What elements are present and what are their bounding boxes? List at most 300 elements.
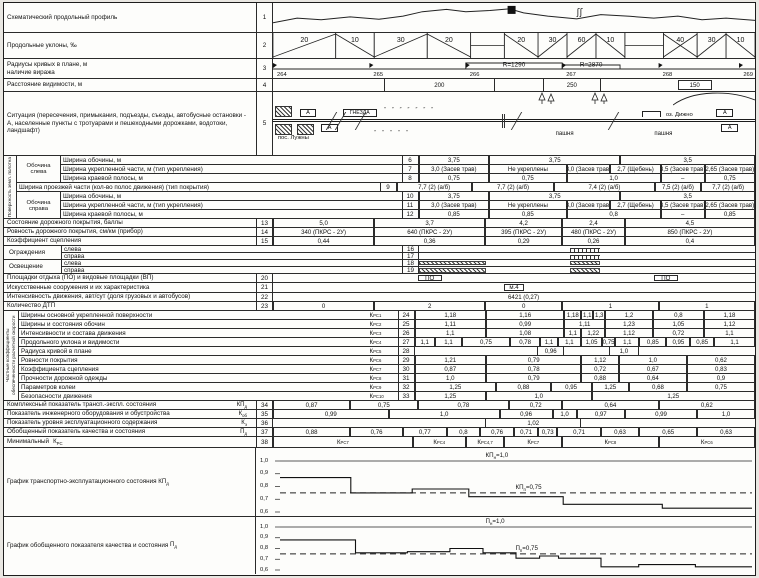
row-data — [273, 401, 755, 409]
graph-code: $П_д$ — [170, 541, 177, 550]
data-cell: 0,88 — [273, 428, 350, 436]
row-number: 18 — [402, 260, 419, 266]
data-cell: 1,1 — [415, 329, 487, 337]
data-cell: 0,78 — [418, 401, 510, 409]
row-label: Искусственные сооружения и их характеристика — [7, 283, 150, 291]
row-data — [415, 311, 756, 319]
data-cell: 1 — [562, 302, 658, 310]
data-cell: 1,12 — [581, 356, 618, 364]
row-data — [419, 267, 755, 274]
svg-text:10: 10 — [606, 37, 615, 44]
data-cell: 1,25 — [592, 383, 629, 391]
row-coefficient — [19, 365, 755, 374]
row-number: 29 — [398, 356, 415, 364]
data-cell: – — [661, 174, 705, 183]
row-friction-coefficient — [4, 237, 755, 246]
row-number: 27 — [398, 338, 415, 346]
data-cell: 640 (ПКРС - 2У) — [374, 228, 485, 236]
row-pd-graph — [4, 517, 755, 574]
svg-text:30: 30 — [396, 37, 405, 44]
row-number: 24 — [398, 311, 415, 319]
row-label: слева — [64, 245, 82, 253]
guardrails-group-label: Ограждения — [4, 246, 62, 259]
lighting-group-label: Освещение — [4, 260, 62, 273]
data-cell: 1,1 — [714, 338, 755, 346]
slopes-chart — [273, 33, 755, 58]
svg-text:10: 10 — [736, 37, 745, 44]
svg-text:R=2870: R=2870 — [579, 61, 603, 69]
row-pavement-condition — [4, 219, 755, 228]
row-coefficient — [19, 311, 755, 320]
row-number: 13 — [256, 219, 273, 227]
building-hatch — [275, 124, 292, 135]
row-code: $К_{РС}$ — [53, 437, 63, 447]
row-minimal-krc — [4, 437, 755, 448]
row-label: справа — [64, 267, 85, 274]
radii-label-line2: наличие виража — [7, 68, 55, 76]
data-cell: м.4 — [504, 284, 523, 291]
data-cell: 1,0 — [697, 410, 755, 418]
row-number: 26 — [398, 329, 415, 337]
data-cell: 3,75 — [419, 192, 490, 200]
arable-land-label: пашня — [654, 131, 673, 137]
row-structures — [4, 283, 755, 293]
row-coefficient — [19, 392, 755, 401]
data-cell: 1,0 — [415, 374, 487, 382]
trees-icon — [538, 92, 558, 105]
row-label: Ширина обочины, м — [63, 156, 122, 164]
svg-text:268: 268 — [662, 72, 673, 78]
data-cell: 1,0 — [389, 410, 500, 418]
building-hatch — [297, 124, 314, 135]
data-cell: К РС4,7 — [466, 437, 505, 447]
row-number: 31 — [398, 374, 415, 382]
pd-graph — [256, 517, 755, 574]
data-cell: 480 (ПКРС - 2У) — [562, 228, 625, 236]
data-cell: 0,71 — [514, 428, 538, 436]
data-cell: 0,75 — [602, 338, 615, 346]
data-cell: 1,3 — [594, 311, 604, 319]
data-cell: 0,96 — [537, 347, 564, 355]
row-label: Продольные уклоны, ‰ — [7, 41, 77, 49]
data-cell: 395 (ПКРС - 2У) — [485, 228, 562, 236]
data-cell: 1,23 — [605, 320, 653, 328]
data-cell: 3,5 (Засев трав) — [659, 201, 706, 209]
data-cell: 1,12 — [704, 320, 755, 328]
row-coefficient — [19, 383, 755, 392]
row-label: Прочности дорожной одежды — [21, 374, 108, 382]
svg-text:20: 20 — [517, 37, 526, 44]
data-cell: 0,95 — [666, 338, 690, 346]
row-label: Интенсивности и состава движения — [21, 329, 126, 337]
graph-label: График обобщенного показателя качества и состояния — [7, 541, 169, 549]
row-data — [415, 329, 756, 337]
row-rest-areas — [4, 274, 755, 283]
row-traffic-intensity — [4, 293, 755, 302]
row-radii — [4, 59, 755, 79]
data-cell: 250 — [543, 79, 601, 91]
speed-coefficients-group — [4, 311, 755, 401]
data-cell: 2,4 — [562, 219, 625, 227]
row-complex-indicator — [4, 401, 755, 410]
data-cell: 0,36 — [374, 237, 485, 245]
row-label: Минимальный — [7, 438, 50, 446]
data-cell: – — [661, 210, 705, 219]
svg-text:264: 264 — [277, 72, 287, 78]
row-label: Ширины основной укрепленной поверхности — [21, 311, 153, 319]
row-code: К РС1 — [369, 311, 382, 319]
svg-text:267: 267 — [566, 72, 576, 78]
row-number: 17 — [402, 253, 419, 260]
row-shoulder-width-left — [61, 156, 755, 165]
y-axis-tick: 0,7 — [260, 495, 269, 502]
row-coefficient — [19, 356, 755, 365]
place-name-label: пос. Лужны — [277, 135, 309, 141]
svg-text:20: 20 — [300, 37, 309, 44]
data-cell: 0,75 — [489, 174, 566, 183]
data-cell: 1,16 — [486, 311, 564, 319]
row-number: 19 — [402, 267, 419, 274]
data-cell: 0,88 — [581, 374, 618, 382]
data-cell: 0,95 — [551, 383, 592, 391]
y-axis-tick: 0,9 — [260, 534, 269, 541]
row-code: К РС7 — [369, 365, 382, 373]
row-code: К РС9 — [369, 383, 382, 391]
data-cell: 1,1 — [435, 338, 462, 346]
group-label-vertical — [4, 156, 17, 218]
group-label-vertical — [4, 311, 19, 400]
data-cell: 1,0 — [619, 356, 687, 364]
row-label: Площадки отдыха (ПО) и видовые площадки (ВП) — [7, 274, 154, 282]
data-cell: 1,25 — [415, 383, 497, 391]
data-cell: 0,72 — [509, 401, 562, 409]
data-cell: 0,87 — [415, 365, 487, 373]
svg-text:269: 269 — [743, 72, 753, 78]
data-cell: 0,97 — [577, 410, 625, 418]
row-code: К РС2 — [369, 320, 382, 328]
data-cell: 0,99 — [486, 320, 564, 328]
data-cell: 0,68 — [629, 383, 687, 391]
data-cell: 0,26 — [562, 237, 625, 245]
row-data — [419, 201, 756, 209]
row-shoulder-width-right — [61, 192, 755, 201]
row-data — [273, 283, 755, 292]
row-quality-indicator — [4, 428, 755, 437]
row-data — [273, 302, 755, 310]
data-cell: 0 — [485, 302, 562, 310]
row-data — [273, 410, 755, 418]
row-number: 16 — [402, 246, 419, 252]
data-cell: 4,5 — [625, 219, 755, 227]
row-data — [419, 246, 755, 252]
row-number: 30 — [398, 365, 415, 373]
row-number: 28 — [398, 347, 415, 355]
data-cell: 0,75 — [419, 174, 490, 183]
row-code: К РС8 — [369, 374, 382, 382]
data-cell: 7,7 (2) (а/б) — [701, 183, 755, 191]
row-label: Ширина краевой полосы, м — [63, 211, 143, 218]
arable-land-label: пашня — [555, 131, 574, 137]
row-accidents — [4, 302, 755, 311]
data-cell: 0,8 — [447, 428, 481, 436]
row-code: К РС4 — [369, 338, 382, 346]
svg-text:20: 20 — [445, 37, 453, 44]
building-hatch — [275, 106, 292, 117]
data-cell: 0,29 — [485, 237, 562, 245]
radii-line — [273, 59, 755, 78]
row-number: 38 — [256, 437, 273, 447]
row-number: 35 — [256, 410, 273, 418]
row-label: Ширина проезжей части (кол-во полос движения) (тип покрытия) — [19, 183, 210, 191]
data-cell: 0,71 — [557, 428, 600, 436]
row-data — [419, 253, 755, 260]
data-cell: 0 — [273, 302, 374, 310]
data-cell: 0,85 — [639, 338, 666, 346]
profile-line — [273, 3, 755, 32]
y-axis-tick: 1,0 — [260, 457, 269, 464]
data-cell: Не укреплены — [489, 201, 566, 209]
row-number: 1 — [256, 3, 273, 32]
row-number: 15 — [256, 237, 273, 245]
data-cell: 3,5 — [620, 192, 755, 200]
data-cell: К РС8 — [562, 437, 658, 447]
data-cell: К РС6 — [659, 437, 755, 447]
row-label: Ширина укрепленной части, м (тип укрепления) — [63, 201, 203, 209]
road-linear-graph-sheet — [3, 2, 756, 576]
permissible-level-label: $П_п=0,75$ — [515, 544, 538, 554]
row-number: 3 — [256, 59, 273, 78]
row-number: 22 — [256, 293, 273, 301]
row-label: Ровности покрытия — [21, 356, 78, 364]
building-outline — [642, 111, 661, 117]
graph-label: График транспортно-эксплуатационного состояния — [7, 478, 157, 486]
place-name-label: оз. Дижно — [665, 112, 693, 118]
bus-stop-sign: А — [721, 124, 738, 132]
data-cell: К РС7 — [273, 437, 413, 447]
row-number: 33 — [398, 392, 415, 401]
svg-text:265: 265 — [373, 72, 384, 78]
row-data — [415, 338, 756, 346]
row-label: Безопасности движения — [21, 393, 92, 400]
row-data — [415, 365, 756, 373]
row-data — [273, 293, 755, 301]
data-cell: 1,0 — [567, 174, 661, 183]
culvert-symbol — [502, 114, 505, 128]
row-lighting-right — [62, 267, 755, 274]
row-code: К РС5 — [369, 347, 382, 355]
data-cell: 0,75 — [350, 401, 417, 409]
row-number: 5 — [256, 92, 273, 155]
data-cell: 0,75 — [705, 174, 755, 183]
row-data — [415, 356, 756, 364]
lighting-group — [4, 260, 755, 274]
row-code: К РС6 — [369, 356, 382, 364]
row-number: 4 — [256, 79, 273, 91]
row-number: 34 — [256, 401, 273, 409]
y-axis-tick: 0,8 — [260, 483, 269, 489]
data-cell: 1,11 — [564, 320, 605, 328]
row-label: Ширина краевой полосы, м — [63, 175, 143, 182]
row-number: 36 — [256, 419, 273, 427]
row-data — [397, 183, 756, 191]
row-label: слева — [64, 259, 82, 267]
row-code: $К_{об}$ — [238, 409, 247, 419]
row-number: 7 — [402, 165, 419, 173]
data-cell: 3,0 (Засев трав) — [419, 165, 490, 173]
data-cell: 0,73 — [538, 428, 557, 436]
guardrail-mark — [570, 248, 600, 252]
data-cell: 0,99 — [273, 410, 389, 418]
svg-text:60: 60 — [577, 37, 586, 44]
permissible-level-label: $КП_п=0,75$ — [515, 483, 542, 493]
data-cell: 2 — [374, 302, 485, 310]
row-label: Ширина укрепленной части, м (тип укрепления) — [63, 165, 203, 173]
data-cell: 1,11 — [415, 320, 487, 328]
row-label: Ситуация (пересечения, примыкания, подъезды, съезды, автобусные остановки - А, населенные пункты с тротуарами и пешеходными дорожками, водотоки, ландшафт) — [7, 112, 246, 135]
svg-text:30: 30 — [548, 37, 557, 44]
row-coefficient — [19, 329, 755, 338]
row-data — [273, 79, 755, 91]
data-cell: 0,63 — [697, 428, 755, 436]
data-cell: 2,65 (Засев трав) — [705, 165, 755, 173]
data-cell: 1,18 — [704, 311, 755, 319]
row-data — [273, 274, 755, 282]
row-data — [419, 260, 755, 266]
row-label: Схематический продольный профиль — [7, 13, 118, 21]
row-coefficient — [19, 374, 755, 383]
data-cell: 0,62 — [659, 401, 755, 409]
y-axis-tick: 0,6 — [260, 566, 269, 573]
row-coefficient — [19, 320, 755, 329]
g2-canvas — [256, 517, 755, 574]
data-cell: 7,7 (2) (а/б) — [472, 183, 554, 191]
data-cell: 3,0 (Засев трав) — [419, 201, 490, 209]
data-cell: 5,0 — [273, 219, 374, 227]
data-cell: ПО — [418, 275, 442, 281]
data-cell: 3,7 — [374, 219, 485, 227]
data-cell: 1,05 — [581, 338, 601, 346]
row-code: К РС10 — [369, 393, 384, 400]
row-slopes — [4, 33, 755, 59]
row-data — [415, 392, 756, 401]
data-cell: 1,05 — [653, 320, 704, 328]
data-cell: 6421 (0,27) — [508, 293, 540, 301]
row-data — [273, 437, 755, 447]
data-cell: 0,67 — [619, 365, 687, 373]
data-cell: 0,63 — [601, 428, 640, 436]
data-cell: 0,85 — [489, 210, 566, 219]
data-cell: 0,77 — [403, 428, 446, 436]
row-data — [273, 228, 755, 236]
svg-text:40: 40 — [676, 37, 685, 44]
row-label: Параметров колеи — [21, 383, 76, 391]
data-cell: 3,75 — [489, 156, 620, 164]
row-label: Коэффициент сцепления — [7, 237, 82, 245]
svg-text:10: 10 — [351, 37, 359, 44]
data-cell: 1,22 — [581, 329, 605, 337]
bus-stop-sign: А — [321, 124, 338, 132]
data-cell: 0,85 — [419, 210, 490, 219]
lighting-hatch-bar — [419, 268, 486, 273]
kpd-graph — [256, 448, 755, 516]
data-cell: 1,21 — [415, 356, 487, 364]
row-label: Расстояние видимости, м — [7, 81, 83, 89]
data-cell: 0,72 — [581, 365, 618, 373]
data-cell: 0,75 — [687, 383, 755, 391]
data-cell: 0,79 — [486, 374, 581, 382]
data-cell: 0,85 — [690, 338, 714, 346]
data-cell: 0,78 — [510, 338, 541, 346]
y-axis-tick: 0,9 — [260, 470, 269, 477]
data-cell: 0,65 — [639, 428, 697, 436]
row-label: Комплексный показатель трансп.-экспл. состояния — [7, 401, 157, 409]
row-data — [273, 428, 755, 436]
row-label: Ширины и состояния обочин — [21, 320, 105, 328]
data-cell: ПО — [654, 275, 678, 281]
row-number: 21 — [256, 283, 273, 292]
data-cell: 0,64 — [562, 401, 658, 409]
data-cell: 1,02 — [485, 419, 581, 427]
data-cell: 850 (ПКРС - 2У) — [625, 228, 755, 236]
row-number: 20 — [256, 274, 273, 282]
data-cell: 150 — [678, 80, 712, 90]
meadow-symbols: ″ ″ ″ ″ ″ ″ ″ — [383, 107, 434, 113]
row-guardrail-left — [62, 246, 755, 253]
row-number: 23 — [256, 302, 273, 310]
row-label: справа — [64, 253, 85, 260]
row-label: Продольного уклона и видимости — [21, 338, 120, 346]
row-label: Состояние дорожного покрытия, баллы — [7, 219, 123, 227]
data-cell: 3,0 (Засев трав) — [565, 165, 612, 173]
data-cell: 7,5 (2) (а/б) — [655, 183, 702, 191]
row-number: 6 — [402, 156, 419, 164]
row-data — [415, 320, 756, 328]
norm-level-label: $КП_н=1,0$ — [485, 452, 509, 461]
data-cell: 0,76 — [480, 428, 514, 436]
row-label: Показатель инженерного оборудования и обустройства — [7, 410, 170, 418]
data-cell: 1,0 — [553, 410, 577, 418]
row-label: Коэффициента сцепления — [21, 365, 99, 373]
data-cell: К РС4 — [413, 437, 466, 447]
lighting-hatch-bar — [570, 268, 600, 273]
situation-plan — [273, 92, 755, 155]
norm-level-label: $П_н=1,0$ — [485, 518, 505, 527]
data-cell: 0,87 — [273, 401, 350, 409]
data-cell: 340 (ПКРС - 2У) — [273, 228, 374, 236]
profile-chart — [273, 3, 755, 32]
bus-stop-sign: А — [716, 109, 733, 117]
row-data — [419, 156, 756, 164]
surface-group-label: Поверхность земл. полотна — [7, 156, 13, 218]
row-label: Интенсивность движения, авт/сут (доля грузовых и автобусов) — [7, 293, 191, 301]
row-data — [419, 165, 756, 173]
row-number: 37 — [256, 428, 273, 436]
data-cell: К РС7 — [504, 437, 562, 447]
data-cell: 0,79 — [486, 356, 581, 364]
row-profile — [4, 3, 755, 33]
row-data — [415, 374, 756, 382]
data-cell: 3,5 — [620, 156, 755, 164]
row-evenness — [4, 228, 755, 237]
data-cell: 1,2 — [605, 311, 653, 319]
data-cell: 0,76 — [350, 428, 403, 436]
row-number: 32 — [398, 383, 415, 391]
data-cell: 1,18 — [564, 311, 581, 319]
row-number: 14 — [256, 228, 273, 236]
row-data — [415, 383, 756, 391]
roadbed-surface-group — [4, 156, 755, 219]
data-cell: 0,8 — [653, 311, 704, 319]
